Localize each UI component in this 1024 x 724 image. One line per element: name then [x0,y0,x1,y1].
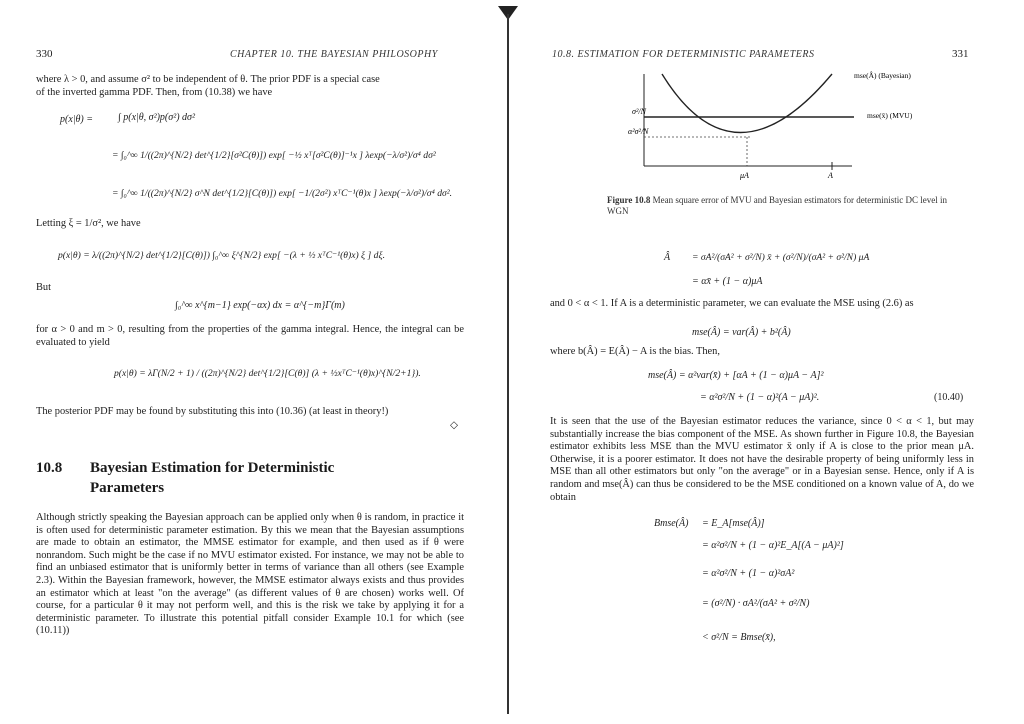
running-head: 10.8. ESTIMATION FOR DETERMINISTIC PARAMETERS [552,49,815,60]
eq4: ∫₀^∞ x^{m−1} exp(−αx) dx = α^{−m}Γ(m) [175,300,345,311]
qed-symbol: ◇ [450,420,458,431]
intro-line-2: of the inverted gamma PDF. Then, from (10.38) we have [36,87,273,98]
x-label-muA: μA [740,171,749,180]
page-number: 331 [952,48,969,60]
right-page [512,0,1024,724]
figure-10-8 [622,66,972,190]
eq-mse-def: mse(Â) = var(Â) + b²(Â) [692,327,791,338]
book-spine [507,14,509,714]
discussion-paragraph: It is seen that the use of the Bayesian estimator reduces the variance, since 0 < α < 1, but may substantially increase the bias component of the MSE. As shown further in Figure 10.8, the Bayesian estimator exhibits less MSE than the MVU estimator x̄ only if A is close to the prior mean μA. Otherwise, it is a poorer estimator. It does not have the desirable property of being uniformly less in MSE than all other estimators but only "on the average" or in a Bayesian sense. Hence, only if A is random and mse(Â) can thus be considered to be the MSE conditioned on a known value of A, do we obtain [550,416,974,503]
figure-caption [607,195,967,217]
eqA-line-1: = σA²/(σA² + σ²/N) x̄ + (σ²/N)/(σA² + σ²/N) μA [692,252,870,263]
bmse-line-2: = α²σ²/N + (1 − α)²E_A[(A − μA)²] [702,540,844,551]
eqA-lhs: Â [664,252,671,263]
eq-mse-line-1: mse(Â) = α²var(x̄) + [αA + (1 − α)μA − A]² [648,370,824,381]
gamma-paragraph: for α > 0 and m > 0, resulting from the properties of the gamma integral. Hence, the integral can be evaluated to yield [36,324,464,348]
intro-line-1: where λ > 0, and assume σ² to be independent of θ. The prior PDF is a special case [36,74,380,85]
y-label-alpha2-sigma2-N: α²σ²/N [628,127,649,136]
figure-caption-label: Figure 10.8 [607,195,651,205]
but-line: But [36,282,52,293]
x-label-A: A [828,171,833,180]
section-title-line-2: Parameters [90,480,165,496]
eq2-line-2: = ∫₀^∞ 1/((2π)^{N/2} σ^N det^{1/2}[C(θ)]) exp[ −1/(2σ²) xᵀC⁻¹(θ)x ] λexp(−λ/σ²)/σ⁴ dσ². [112,188,453,199]
eqA-line-2: = αx̄ + (1 − α)μA [692,276,763,287]
eq1-lhs: p(x|θ) = [60,114,94,125]
left-page [0,0,505,724]
bmse-line-3: = α²σ²/N + (1 − α)²σA² [702,568,795,579]
page-number: 330 [36,48,53,60]
eq-mse-line-2: = α²σ²/N + (1 − α)²(A − μA)². [700,392,820,403]
posterior-line: The posterior PDF may be found by substituting this into (10.36) (at least in theory!) [36,406,389,417]
mse-paragraph: and 0 < α < 1. If A is a deterministic parameter, we can evaluate the MSE using (2.6) as [550,298,914,309]
eq2-line-1: = ∫₀^∞ 1/((2π)^{N/2} det^{1/2}[σ²C(θ)]) exp[ −½ xᵀ[σ²C(θ)]⁻¹x ] λexp(−λ/σ²)/σ⁴ dσ² [112,150,436,161]
section-paragraph: Although strictly speaking the Bayesian approach can be applied only when θ is random, in practice it is often used for deterministic parameter estimation. By this we mean that the Bayesian assumptions are made to obtain an estimator, the MMSE estimator for example, and then used as if θ were nonrandom. Such might be the case if no MVU estimator existed. For instance, we may not be able to find an unbiased estimator that is uniformly better in terms of variance than all others (see Example 2.3). Within the Bayesian framework, however, the MMSE estimator always exists and thus provides an estimator which at least "on the average" (as different values of θ are chosen) works well. Of course, for a particular θ it may not perform well, and this is the risk we take by applying it for a deterministic parameter. To illustrate this potential pitfall consider Example 10.1 for which (see (10.11)) [36,512,464,637]
letting-line: Letting ξ = 1/σ², we have [36,218,141,229]
section-title-line-1: Bayesian Estimation for Deterministic [90,460,335,476]
eq1-rhs: ∫ p(x|θ, σ²)p(σ²) dσ² [118,112,195,123]
bayes-mse-curve [662,74,832,133]
legend-bayesian: mse(Â) (Bayesian) [854,71,911,80]
eq5: p(x|θ) = λΓ(N/2 + 1) / ((2π)^{N/2} det^{1/2}[C(θ)] (λ + ½xᵀC⁻¹(θ)x)^{N/2+1}). [114,368,421,379]
figure-caption-text: Mean square error of MVU and Bayesian estimators for deterministic DC level in WGN [607,195,948,216]
bias-line: where b(Â) = E(Â) − A is the bias. Then, [550,346,720,357]
section-number: 10.8 [36,460,63,476]
bmse-line-1: = E_A[mse(Â)] [702,518,765,529]
y-label-sigma2-N: σ²/N [632,107,646,116]
bmse-lhs: Bmse(Â) [654,518,689,529]
legend-mvu: mse(x̄) (MVU) [867,111,913,120]
running-head: CHAPTER 10. THE BAYESIAN PHILOSOPHY [230,49,438,60]
bmse-line-4: = (σ²/N) · σA²/(σA² + σ²/N) [702,598,810,609]
bmse-line-5: < σ²/N = Bmse(x̄), [702,632,776,643]
eq3: p(x|θ) = λ/((2π)^{N/2} det^{1/2}[C(θ)]) ∫₀^∞ ξ^{N/2} exp[ −(λ + ½ xᵀC⁻¹(θ)x) ξ ] dξ. [58,250,385,261]
equation-number: (10.40) [934,392,964,403]
